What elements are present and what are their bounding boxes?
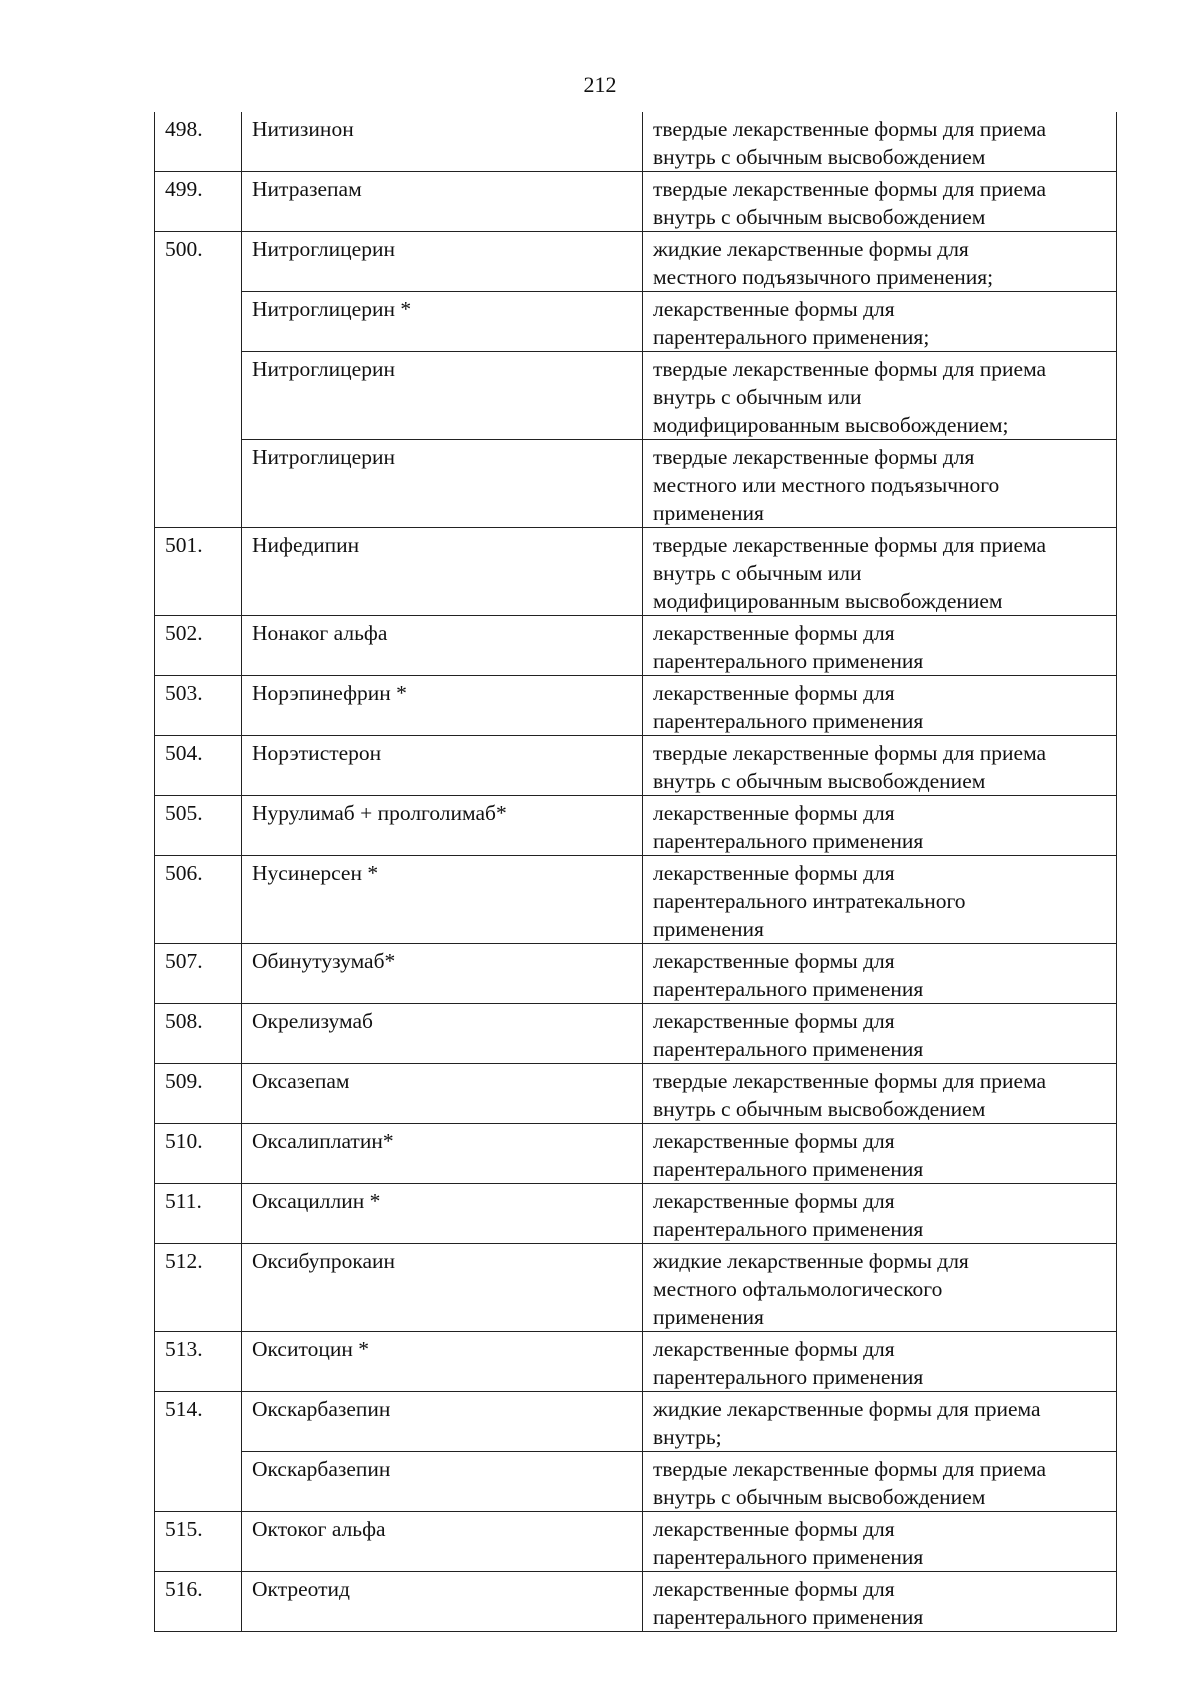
row-number-cell: 516. (155, 1572, 242, 1632)
table-row (155, 1004, 1117, 1064)
drug-name-cell: Окрелизумаб (242, 1004, 643, 1064)
table-row (155, 440, 1117, 528)
row-number-cell: 503. (155, 676, 242, 736)
row-number-cell: 513. (155, 1332, 242, 1392)
dosage-form-cell: лекарственные формы для парентерального применения (643, 616, 1117, 676)
dosage-form-cell: твердые лекарственные формы для приема внутрь с обычным или модифицированным высвобождением (643, 528, 1117, 616)
drug-name-cell: Нифедипин (242, 528, 643, 616)
table-row (155, 616, 1117, 676)
row-number-cell: 511. (155, 1184, 242, 1244)
dosage-form-cell: лекарственные формы для парентерального применения (643, 1332, 1117, 1392)
dosage-form-cell: лекарственные формы для парентерального применения (643, 1004, 1117, 1064)
drug-name-cell: Октреотид (242, 1572, 643, 1632)
row-number-cell: 502. (155, 616, 242, 676)
row-number-cell: 514. (155, 1392, 242, 1512)
page-number: 212 (583, 72, 617, 97)
table-row (155, 1512, 1117, 1572)
table-row (155, 528, 1117, 616)
dosage-form-cell: твердые лекарственные формы для приема внутрь с обычным высвобождением (643, 736, 1117, 796)
table-row (155, 232, 1117, 292)
drug-name-cell: Нонаког альфа (242, 616, 643, 676)
table-row (155, 1392, 1117, 1452)
drug-name-cell: Нитизинон (242, 112, 643, 172)
table-row (155, 796, 1117, 856)
row-number-cell: 504. (155, 736, 242, 796)
drug-name-cell: Нитроглицерин (242, 352, 643, 440)
row-number-cell: 508. (155, 1004, 242, 1064)
drug-name-cell: Оксалиплатин* (242, 1124, 643, 1184)
dosage-form-cell: лекарственные формы для парентерального применения; (643, 292, 1117, 352)
drug-name-cell: Октоког альфа (242, 1512, 643, 1572)
drug-name-cell: Нурулимаб + пролголимаб* (242, 796, 643, 856)
table-row (155, 856, 1117, 944)
drug-name-cell: Окскарбазепин (242, 1452, 643, 1512)
dosage-form-cell: жидкие лекарственные формы для местного подъязычного применения; (643, 232, 1117, 292)
dosage-form-cell: лекарственные формы для парентерального применения (643, 1184, 1117, 1244)
row-number-cell: 509. (155, 1064, 242, 1124)
table-body (155, 112, 1117, 1632)
row-number-cell: 500. (155, 232, 242, 528)
table-row (155, 292, 1117, 352)
dosage-form-cell: лекарственные формы для парентерального интратекального применения (643, 856, 1117, 944)
row-number-cell: 515. (155, 1512, 242, 1572)
table-row (155, 944, 1117, 1004)
drug-name-cell: Нитроглицерин * (242, 292, 643, 352)
table-row (155, 1124, 1117, 1184)
drug-name-cell: Нитроглицерин (242, 232, 643, 292)
dosage-form-cell: лекарственные формы для парентерального применения (643, 676, 1117, 736)
table-row (155, 1064, 1117, 1124)
dosage-form-cell: жидкие лекарственные формы для приема внутрь; (643, 1392, 1117, 1452)
table-row (155, 736, 1117, 796)
drug-name-cell: Нитроглицерин (242, 440, 643, 528)
dosage-form-cell: жидкие лекарственные формы для местного офтальмологического применения (643, 1244, 1117, 1332)
drug-table (154, 112, 1117, 1632)
drug-name-cell: Оксациллин * (242, 1184, 643, 1244)
dosage-form-cell: твердые лекарственные формы для местного или местного подъязычного применения (643, 440, 1117, 528)
row-number-cell: 512. (155, 1244, 242, 1332)
row-number-cell: 498. (155, 112, 242, 172)
drug-name-cell: Окскарбазепин (242, 1392, 643, 1452)
dosage-form-cell: лекарственные формы для парентерального применения (643, 944, 1117, 1004)
dosage-form-cell: лекарственные формы для парентерального применения (643, 796, 1117, 856)
dosage-form-cell: лекарственные формы для парентерального применения (643, 1512, 1117, 1572)
dosage-form-cell: твердые лекарственные формы для приема внутрь с обычным высвобождением (643, 172, 1117, 232)
table-row (155, 1184, 1117, 1244)
drug-name-cell: Норэтистерон (242, 736, 643, 796)
row-number-cell: 505. (155, 796, 242, 856)
dosage-form-cell: твердые лекарственные формы для приема внутрь с обычным высвобождением (643, 112, 1117, 172)
drug-name-cell: Оксазепам (242, 1064, 643, 1124)
drug-name-cell: Нитразепам (242, 172, 643, 232)
drug-name-cell: Норэпинефрин * (242, 676, 643, 736)
dosage-form-cell: твердые лекарственные формы для приема внутрь с обычным или модифицированным высвобождением; (643, 352, 1117, 440)
table-row (155, 1452, 1117, 1512)
table-row (155, 1244, 1117, 1332)
dosage-form-cell: лекарственные формы для парентерального применения (643, 1572, 1117, 1632)
drug-name-cell: Оксибупрокаин (242, 1244, 643, 1332)
drug-name-cell: Обинутузумаб* (242, 944, 643, 1004)
row-number-cell: 499. (155, 172, 242, 232)
table-row (155, 352, 1117, 440)
table-row (155, 1572, 1117, 1632)
table-row (155, 112, 1117, 172)
drug-name-cell: Нусинерсен * (242, 856, 643, 944)
row-number-cell: 510. (155, 1124, 242, 1184)
table-row (155, 676, 1117, 736)
table-row (155, 172, 1117, 232)
dosage-form-cell: твердые лекарственные формы для приема внутрь с обычным высвобождением (643, 1064, 1117, 1124)
row-number-cell: 507. (155, 944, 242, 1004)
row-number-cell: 501. (155, 528, 242, 616)
dosage-form-cell: твердые лекарственные формы для приема внутрь с обычным высвобождением (643, 1452, 1117, 1512)
row-number-cell: 506. (155, 856, 242, 944)
table-row (155, 1332, 1117, 1392)
dosage-form-cell: лекарственные формы для парентерального применения (643, 1124, 1117, 1184)
drug-name-cell: Окситоцин * (242, 1332, 643, 1392)
